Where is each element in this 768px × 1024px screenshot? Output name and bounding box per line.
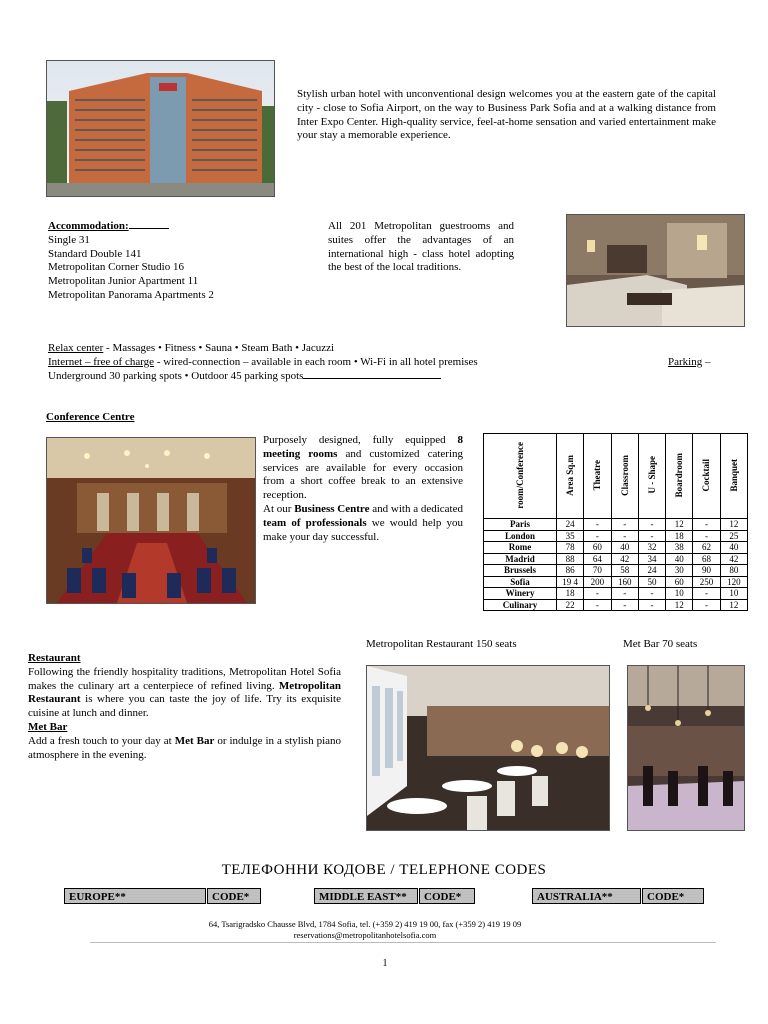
- table-cell: -: [638, 519, 665, 531]
- table-cell: 90: [693, 565, 720, 577]
- table-header: Theatre: [584, 434, 611, 519]
- room-type: Metropolitan Corner Studio 16: [48, 261, 184, 274]
- table-cell: 12: [666, 599, 693, 611]
- internet-items: - wired-connection – available in each room • Wi-Fi in all hotel premises: [156, 356, 478, 368]
- table-cell: 60: [584, 542, 611, 554]
- bar-paragraph: Add a fresh touch to your day at Met Bar or indulge in a stylish piano atmosphere in the evening.: [28, 734, 342, 761]
- table-header-row: [484, 434, 748, 519]
- table-cell: 12: [666, 519, 693, 531]
- restaurant-title: Restaurant: [28, 652, 81, 664]
- footer-address: 64, Tsarigradsko Chausse Blvd, 1784 Sofia, tel. (+359 2) 419 19 00, fax (+359 2) 419 19 09: [208, 919, 522, 929]
- restaurant-paragraph: Following the friendly hospitality traditions, Metropolitan Hotel Sofia makes the culinary art a centerpiece of refined living. Metropolitan Restaurant is where you can taste the joy of life. Try its exquisite cuisine at lunch and dinner.: [28, 665, 341, 720]
- table-cell: 200: [584, 576, 611, 588]
- restaurant-photo-caption: Metropolitan Restaurant 150 seats: [366, 638, 517, 650]
- table-cell: 86: [557, 565, 584, 577]
- table-cell: 160: [611, 576, 638, 588]
- guestroom-photo: [566, 214, 745, 327]
- accommodation-description: All 201 Metropolitan guestrooms and suites offer the advantages of an international high - class hotel adopting the best of the local traditions.: [328, 220, 514, 274]
- europe-code-header: CODE*: [207, 888, 261, 904]
- conference-title: Conference Centre: [46, 411, 135, 423]
- table-cell: -: [611, 519, 638, 531]
- table-cell: 25: [720, 530, 747, 542]
- table-cell: -: [693, 588, 720, 600]
- relax-center-items: - Massages • Fitness • Sauna • Steam Bath • Jacuzzi: [106, 342, 335, 354]
- table-row: [484, 588, 748, 600]
- restaurant-section: [28, 652, 341, 762]
- page-number: 1: [382, 958, 388, 969]
- room-name-cell: Paris: [484, 519, 557, 531]
- table-cell: 12: [720, 599, 747, 611]
- table-cell: 68: [693, 553, 720, 565]
- table-cell: 64: [584, 553, 611, 565]
- table-cell: 42: [611, 553, 638, 565]
- table-cell: 40: [720, 542, 747, 554]
- table-cell: 250: [693, 576, 720, 588]
- middle-east-header: MIDDLE EAST**: [314, 888, 418, 904]
- bar-title: Met Bar: [28, 720, 68, 733]
- table-header: Classroom: [611, 434, 638, 519]
- table-cell: 12: [720, 519, 747, 531]
- table-cell: 30: [666, 565, 693, 577]
- conference-rooms-table: [483, 433, 748, 611]
- table-row: [484, 530, 748, 542]
- room-name-cell: Madrid: [484, 553, 557, 565]
- hotel-exterior-photo: [46, 60, 275, 197]
- table-cell: -: [611, 599, 638, 611]
- table-cell: -: [693, 530, 720, 542]
- table-cell: 19 4: [557, 576, 584, 588]
- australia-header: AUSTRALIA**: [532, 888, 641, 904]
- table-header: Area Sq.m: [557, 434, 584, 519]
- accommodation-section: [48, 220, 298, 303]
- table-cell: 80: [720, 565, 747, 577]
- table-cell: -: [584, 599, 611, 611]
- met-bar-photo: [627, 665, 745, 831]
- table-cell: 24: [638, 565, 665, 577]
- table-cell: 70: [584, 565, 611, 577]
- restaurant-photo: [366, 665, 610, 831]
- room-name-cell: Culinary: [484, 599, 557, 611]
- table-cell: 60: [666, 576, 693, 588]
- table-cell: -: [638, 599, 665, 611]
- room-name-cell: Winery: [484, 588, 557, 600]
- table-cell: 120: [720, 576, 747, 588]
- amenities-line-3: [48, 370, 728, 384]
- table-row: [484, 576, 748, 588]
- footer-email: reservations@metropolitanhotelsofia.com: [293, 930, 437, 940]
- conference-room-photo: [46, 437, 256, 604]
- europe-header: EUROPE**: [64, 888, 206, 904]
- intro-paragraph: Stylish urban hotel with unconventional design welcomes you at the eastern gate of the capital city - close to Sofia Airport, on the way to Business Park Sofia and at a walking distance from Inter Expo Center. High-quality service, feel-at-home sensation and varied entertainment make your stay a memorable experience.: [297, 88, 716, 142]
- footer-rule: [90, 942, 716, 943]
- room-type: Single 31: [48, 233, 90, 246]
- amenities-line-2: [48, 356, 728, 370]
- table-cell: 40: [666, 553, 693, 565]
- amenities-line-1: [48, 342, 728, 356]
- table-cell: 10: [666, 588, 693, 600]
- room-type: Metropolitan Junior Apartment 11: [48, 275, 199, 288]
- parking-items: Underground 30 parking spots • Outdoor 45 parking spots: [48, 370, 304, 382]
- table-row: [484, 599, 748, 611]
- table-cell: 88: [557, 553, 584, 565]
- table-cell: 24: [557, 519, 584, 531]
- room-name-cell: Sofia: [484, 576, 557, 588]
- table-row: [484, 553, 748, 565]
- table-cell: 35: [557, 530, 584, 542]
- table-row: [484, 519, 748, 531]
- bar-photo-caption: Met Bar 70 seats: [623, 638, 698, 650]
- table-cell: 18: [666, 530, 693, 542]
- table-header: Cocktail: [693, 434, 720, 519]
- table-cell: -: [638, 530, 665, 542]
- table-header: room/Conference: [484, 434, 557, 519]
- room-type: Standard Double 141: [48, 247, 142, 260]
- table-cell: -: [584, 530, 611, 542]
- table-cell: 78: [557, 542, 584, 554]
- table-cell: -: [611, 588, 638, 600]
- australia-code-header: CODE*: [642, 888, 704, 904]
- table-header: U - Shape: [638, 434, 665, 519]
- table-cell: 32: [638, 542, 665, 554]
- table-cell: 50: [638, 576, 665, 588]
- parking-label-wrap: [668, 356, 710, 370]
- table-cell: -: [584, 519, 611, 531]
- room-name-cell: Brussels: [484, 565, 557, 577]
- conference-text: Purposely designed, fully equipped 8 meeting rooms and customized catering services are available for every occasion from a short coffee break to an extensive reception. At our Business Centre and with a dedicated team of professionals we would help you make your day successful.: [263, 434, 463, 543]
- table-cell: 58: [611, 565, 638, 577]
- table-cell: -: [693, 519, 720, 531]
- table-header: Boardroom: [666, 434, 693, 519]
- table-cell: -: [693, 599, 720, 611]
- room-name-cell: Rome: [484, 542, 557, 554]
- table-cell: 34: [638, 553, 665, 565]
- table-cell: -: [584, 588, 611, 600]
- middle-east-code-header: CODE*: [419, 888, 475, 904]
- table-cell: 62: [693, 542, 720, 554]
- table-cell: 22: [557, 599, 584, 611]
- table-row: [484, 542, 748, 554]
- table-row: [484, 565, 748, 577]
- table-cell: 40: [611, 542, 638, 554]
- parking-dash: –: [704, 356, 711, 368]
- table-cell: 42: [720, 553, 747, 565]
- accommodation-title: Accommodation:: [48, 220, 298, 234]
- telephone-heading: ТЕЛЕФОННИ КОДОВЕ / TELEPHONE CODES: [221, 862, 547, 878]
- table-cell: -: [611, 530, 638, 542]
- room-type: Metropolitan Panorama Apartments 2: [48, 288, 214, 301]
- relax-center-label: Relax center: [48, 342, 104, 354]
- table-body: [484, 519, 748, 611]
- table-cell: 10: [720, 588, 747, 600]
- parking-label: Parking: [668, 356, 703, 368]
- table-header: Banquet: [720, 434, 747, 519]
- internet-label: Internet – free of charge: [48, 356, 155, 368]
- table-cell: 38: [666, 542, 693, 554]
- table-cell: 18: [557, 588, 584, 600]
- room-name-cell: London: [484, 530, 557, 542]
- table-cell: -: [638, 588, 665, 600]
